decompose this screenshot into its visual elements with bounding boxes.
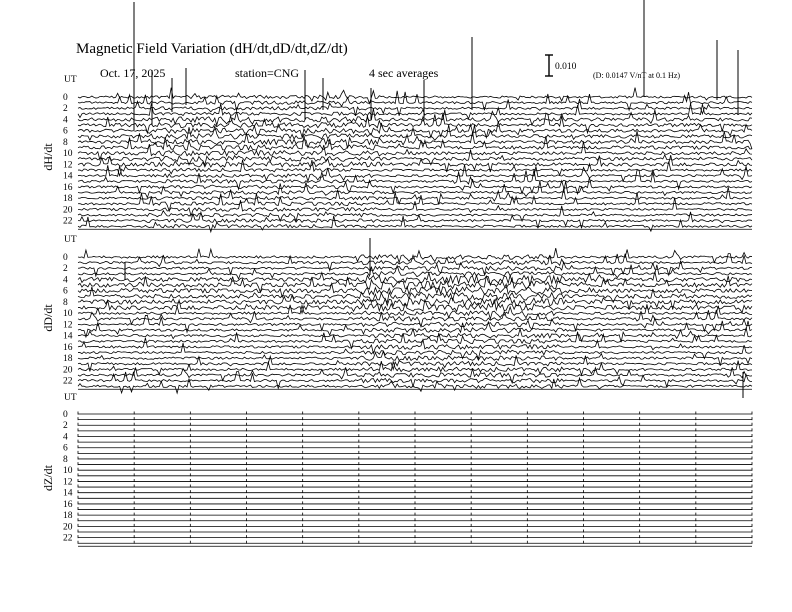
panel-dz-ut-label: UT (64, 393, 77, 403)
row-tick-label: 6 (63, 126, 68, 137)
panel-dh-ylabel: dH/dt (41, 143, 55, 171)
row-tick-label: 0 (63, 253, 68, 263)
row-tick-label: 4 (63, 275, 68, 286)
hourly-trace (78, 524, 752, 527)
hourly-trace (78, 412, 752, 415)
row-tick-label: 16 (63, 182, 73, 193)
row-tick-label: 22 (63, 533, 73, 544)
row-tick-label: 12 (63, 477, 73, 488)
row-tick-label: 22 (63, 216, 73, 227)
panel-dh-ut-label: UT (64, 75, 77, 85)
row-tick-label: 8 (63, 454, 68, 465)
panel-dd-dt (41, 235, 752, 398)
panel-dz-dt (41, 393, 752, 546)
hourly-trace (78, 490, 752, 493)
hourly-trace (78, 265, 752, 279)
row-tick-label: 10 (63, 309, 73, 320)
panel-dd-traces (78, 238, 752, 398)
row-tick-label: 12 (63, 160, 73, 171)
row-tick-label: 18 (63, 511, 73, 522)
row-tick-label: 22 (63, 376, 73, 387)
hourly-trace (78, 485, 752, 488)
hourly-trace (78, 103, 752, 118)
row-tick-label: 4 (63, 432, 68, 443)
averaging-label: 4 sec averages (369, 66, 439, 80)
hourly-trace (78, 496, 752, 499)
hourly-trace (78, 473, 752, 476)
row-tick-label: 8 (63, 137, 68, 148)
row-tick-label: 10 (63, 149, 73, 160)
panel-dz-traces (78, 412, 752, 547)
hourly-trace (78, 451, 752, 454)
hourly-trace (78, 108, 752, 125)
hourly-trace (78, 165, 752, 182)
hourly-trace (78, 434, 752, 437)
panel-dd-ylabel: dD/dt (41, 304, 55, 332)
hourly-trace (78, 501, 752, 504)
row-tick-label: 16 (63, 342, 73, 353)
row-tick-label: 18 (63, 354, 73, 365)
hourly-trace (78, 456, 752, 459)
row-tick-label: 0 (63, 410, 68, 420)
hourly-trace (78, 445, 752, 448)
row-tick-label: 6 (63, 286, 68, 297)
hourly-trace (78, 507, 752, 510)
hourly-trace (78, 417, 752, 420)
row-tick-label: 14 (63, 331, 73, 342)
hourly-trace (78, 513, 752, 516)
hourly-trace (78, 479, 752, 482)
row-tick-label: 14 (63, 171, 73, 182)
panel-dh-row-ticks (63, 93, 73, 227)
row-tick-label: 4 (63, 115, 68, 126)
panel-dd-ut-label: UT (64, 235, 77, 245)
hourly-trace (78, 541, 752, 544)
hourly-trace (78, 428, 752, 431)
scale-bar (545, 55, 577, 76)
hourly-trace (78, 423, 752, 426)
chart-title: Magnetic Field Variation (dH/dt,dD/dt,dZ/dt) (76, 41, 348, 57)
row-tick-label: 8 (63, 297, 68, 308)
row-tick-label: 18 (63, 194, 73, 205)
row-tick-label: 6 (63, 443, 68, 454)
panel-dz-row-ticks (63, 410, 73, 544)
row-tick-label: 12 (63, 320, 73, 331)
hourly-trace (78, 462, 752, 465)
row-tick-label: 10 (63, 466, 73, 477)
row-tick-label: 20 (63, 365, 73, 376)
hourly-trace (78, 518, 752, 521)
panel-dd-row-ticks (63, 253, 73, 387)
hourly-trace (78, 535, 752, 538)
hourly-trace (78, 361, 752, 375)
station-label: station=CNG (235, 66, 300, 80)
row-tick-label: 2 (63, 421, 68, 432)
calibration-note: (D: 0.0147 V/nT at 0.1 Hz) (593, 71, 681, 80)
row-tick-label: 20 (63, 522, 73, 533)
hourly-trace (78, 343, 752, 359)
row-tick-label: 2 (63, 264, 68, 275)
row-tick-label: 14 (63, 488, 73, 499)
row-tick-label: 2 (63, 104, 68, 115)
row-tick-label: 16 (63, 499, 73, 510)
hourly-trace (78, 468, 752, 471)
hourly-trace (78, 440, 752, 443)
hourly-trace (78, 530, 752, 533)
panel-dz-ylabel: dZ/dt (41, 465, 55, 491)
row-tick-label: 20 (63, 205, 73, 216)
panel-dh-traces (78, 0, 752, 232)
hourly-trace (78, 198, 752, 216)
row-tick-label: 0 (63, 93, 68, 103)
date-label: Oct. 17, 2025 (100, 66, 166, 80)
scale-bar-value: 0.010 (555, 62, 577, 72)
panel-dh-dt (41, 0, 752, 232)
hourly-trace (78, 160, 752, 176)
